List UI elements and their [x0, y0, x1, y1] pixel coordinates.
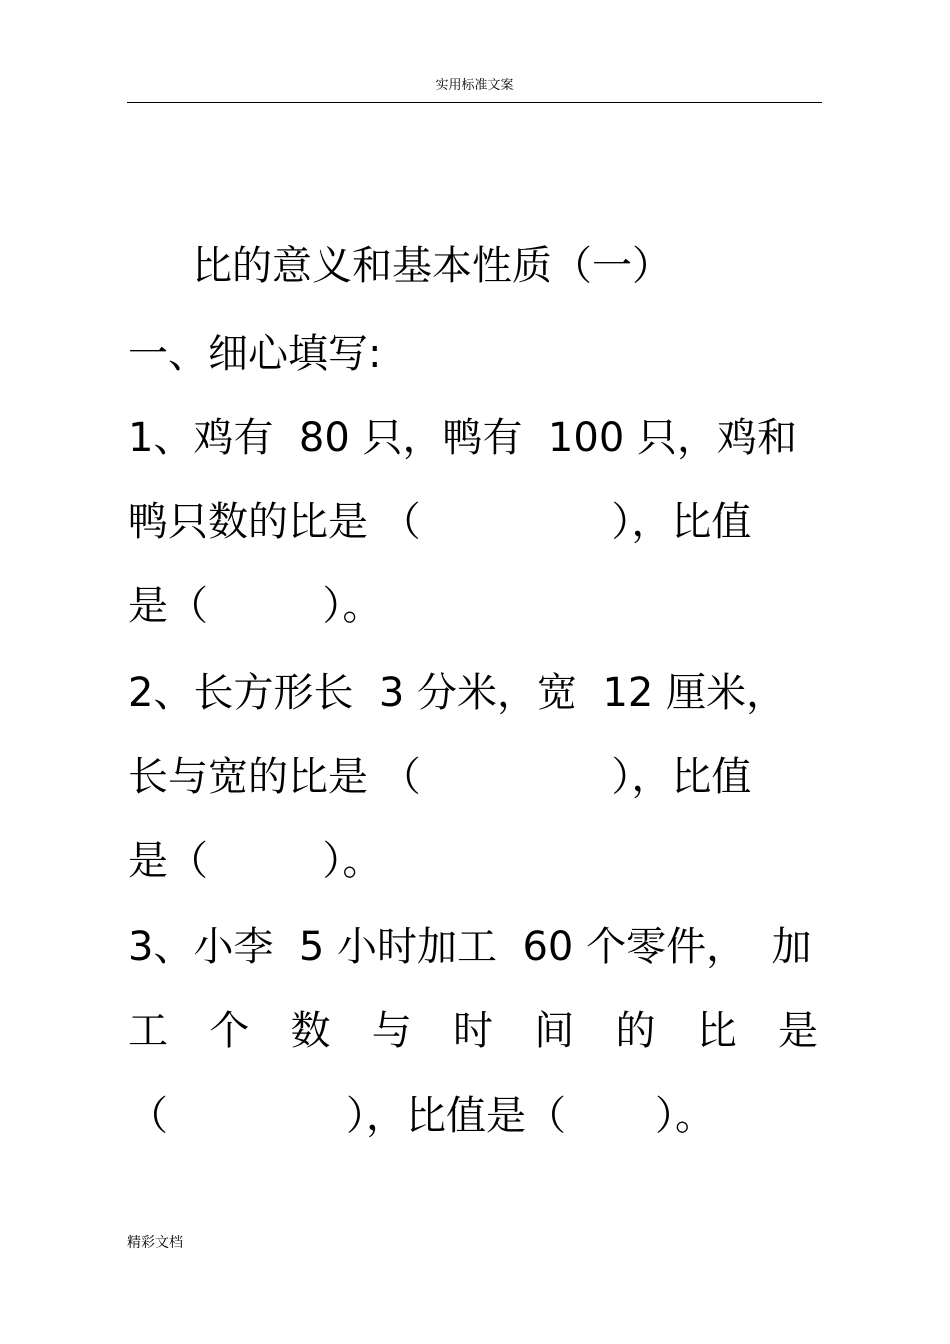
question-3-line-3: （ ），比值是（ ）。 [128, 1093, 716, 1139]
spread-char: 时 [453, 1008, 493, 1054]
spread-char: 间 [534, 1008, 575, 1054]
page-footer: 精彩文档 [127, 1235, 183, 1251]
question-1-line-3: 是（ ）。 [128, 583, 383, 629]
spread-char: 的 [615, 1008, 656, 1054]
section-heading: 一、细心填写: [128, 331, 382, 377]
question-2-line-1: 2、长方形长 3 分米，宽 12 厘米， [128, 670, 787, 716]
header-divider [127, 102, 822, 103]
question-1-line-2: 鸭只数的比是 （ ），比值 [128, 499, 752, 545]
spread-char: 数 [290, 1008, 331, 1054]
worksheet-title: 比的意义和基本性质（一） [192, 243, 672, 289]
spread-char: 比 [696, 1008, 737, 1054]
question-2-line-2: 长与宽的比是 （ ），比值 [128, 754, 752, 800]
question-3-line-2 [128, 1003, 818, 1059]
question-2-line-3: 是（ ）。 [128, 838, 383, 884]
spread-char: 与 [371, 1008, 412, 1054]
question-1-line-1: 1、鸡有 80 只，鸭有 100 只，鸡和 [128, 415, 797, 461]
spread-char: 是 [778, 1008, 818, 1054]
spread-char: 工 [128, 1008, 168, 1054]
spread-char: 个 [209, 1008, 250, 1054]
page-header: 实用标准文案 [435, 78, 514, 93]
question-3-line-1: 3、小李 5 小时加工 60 个零件， 加 [128, 924, 812, 970]
